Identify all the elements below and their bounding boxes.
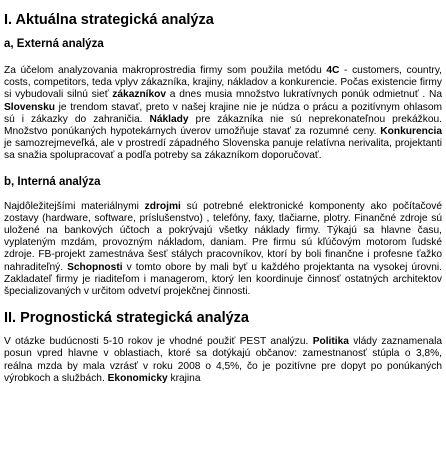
text-run: krajina bbox=[167, 372, 201, 384]
text-run: a dnes musia množstvo lukratívnych ponúk odmietnuť . Na bbox=[166, 89, 442, 101]
bold-term: 4C bbox=[326, 65, 340, 76]
text-run: Najdôležitejšími materiálnymi bbox=[4, 200, 145, 212]
bold-term: Konkurencia bbox=[380, 126, 442, 138]
text-run: pre zákazníka nie sú neprekonateľnou prekážkou. Množstvo ponúkaných hypotekárnych úverov umožňuje stavať za rozumné ceny. bbox=[4, 113, 442, 138]
text-run: vlády zaznamenala posun vpred hlavne v oblastiach, ktoré sa dotýkajú občanov: zamestnanosť stúpla o 3,8%, reálna mzda by mala vzrásť v roku 2008 o 4,5%, čo je pozitívne pre dopyt po ponúkaných výrobkoch a službách. bbox=[4, 336, 442, 384]
subsection-heading-internal: b, Interná analýza bbox=[4, 175, 101, 188]
text-run: - customers, country, costs, competitors, teda vplyv zákazníka, krajiny, nákladov a konkurencie. Počas existencie firmy si vybudovali silnú sieť bbox=[4, 65, 442, 101]
section-heading-1: I. Aktuálna strategická analýza bbox=[4, 12, 214, 28]
section-heading-2: II. Prognostická strategická analýza bbox=[4, 310, 249, 327]
text-run: V otázke budúcnosti 5-10 rokov je vhodné použiť PEST analýzu. bbox=[4, 336, 313, 348]
bold-term: Schopnosti bbox=[67, 261, 123, 273]
subsection-heading-external: a, Externá analýza bbox=[4, 38, 104, 50]
text-run: sú potrebné elektronické komponenty ako počítačové zostavy (hardware, software, príslušenstvo) , telefóny, faxy, tlačiarne, plotry. Finančné zdroje sú uložené na bankových účtoch a pokrývajú všetky náklady firmy. Týkajú sa hlavne času, vyplateným mzdám, provozným nákladom, daniam. Pre firmu sú kľúčovým motorom ľudské zdroje. FB-projekt zamestnáva šesť stálych pracovníkov, ktorí by boli finančne i profesne ťažko nahraditeľný. bbox=[4, 200, 442, 273]
text-run: v tomto obore by mali byť u každého projektanta na vysokej úrovni. Zakladateľ firmy je riaditeľom i managerom, ktorý len koordinuje činnosť ostatných architektov špecializovaných v určitom odvetví projekčnej činnosti. bbox=[4, 261, 443, 298]
bold-term: Politika bbox=[312, 336, 349, 348]
text-run: je trendom stavať, preto v našej krajine nie je núdza o prácu a pozitívnym ohlasom sú i zákazky do zahraničia. bbox=[4, 101, 442, 125]
text-run: je samozrejmeveľká, ale v prostredí západného Slovenska panuje relatívna nerivalita, projektanti sa snažia spolupracovať a podľa potreby sa zákazníkom doporučovať. bbox=[4, 138, 442, 162]
paragraph-internal-analysis bbox=[4, 201, 442, 299]
bold-term: Slovensku bbox=[4, 101, 55, 113]
bold-term: Náklady bbox=[149, 113, 189, 125]
text-run: Za účelom analyzovania makroprostredia firmy som použila metódu bbox=[4, 65, 327, 76]
bold-term: zdrojmi bbox=[144, 200, 181, 212]
bold-term: zákazníkov bbox=[112, 89, 167, 101]
paragraph-prognostic-analysis bbox=[4, 336, 442, 385]
bold-term: Ekonomicky bbox=[107, 372, 168, 384]
paragraph-external-analysis bbox=[4, 65, 442, 163]
